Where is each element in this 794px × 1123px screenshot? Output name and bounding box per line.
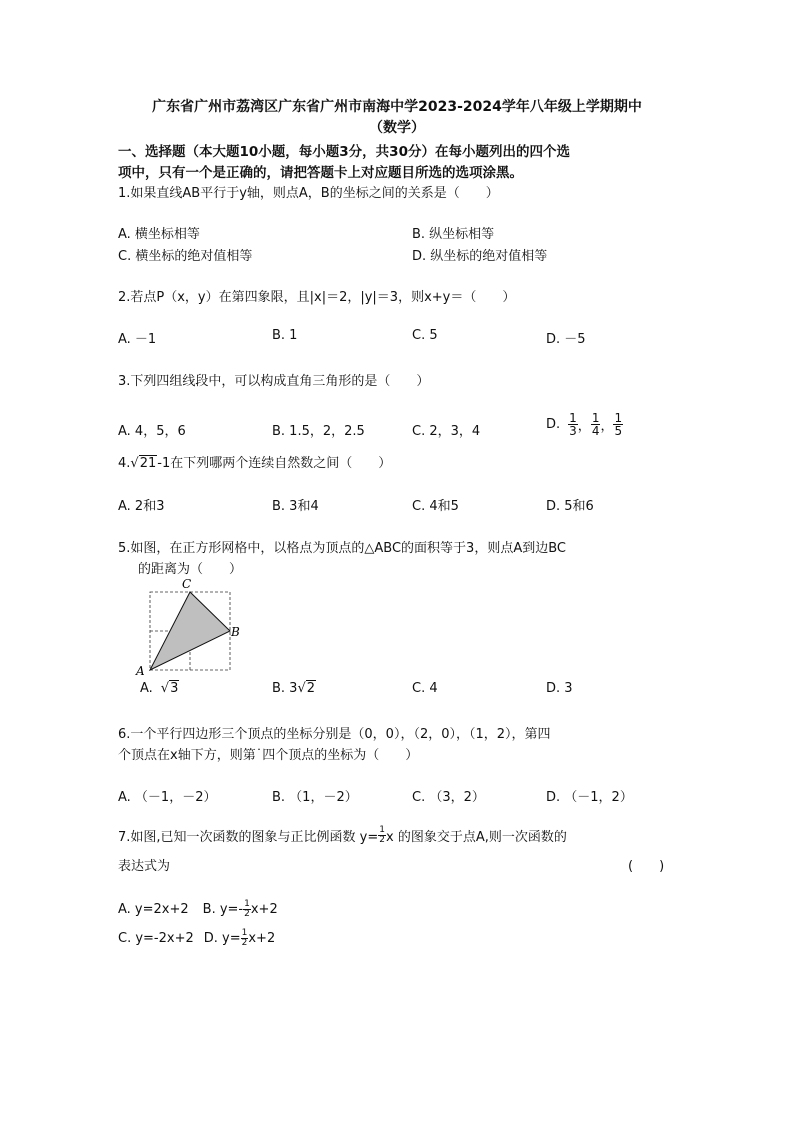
q7-options-cd: [118, 929, 275, 948]
q3-option-d: [546, 412, 623, 437]
fraction-one-third: [568, 412, 578, 437]
q5-stem-line2: 的距离为（ ）: [138, 562, 243, 577]
sqrt-3: [161, 681, 180, 696]
fraction-numerator: 1: [379, 825, 385, 835]
radical-sign-icon: √: [297, 681, 306, 696]
q6-option-c: C. （3，2）: [412, 790, 485, 805]
q2-option-d: D. －5: [546, 332, 586, 347]
fraction-numerator: 1: [244, 899, 250, 909]
q2-option-c: C. 5: [412, 328, 438, 343]
section-heading-line2: 项中，只有一个是正确的，请把答题卡上对应题目所选的选项涂黑。: [118, 165, 523, 181]
q7-stem-pre: 7.如图,已知一次函数的图象与正比例函数 y=: [118, 830, 379, 845]
q7-stem-line2: 表达式为: [118, 859, 171, 874]
q7-option-c: C. y=-2x+2: [118, 931, 194, 946]
fraction-one-half: [378, 826, 386, 845]
fraction-numerator: 1: [569, 411, 577, 425]
q7-option-b-post: x+2: [250, 902, 278, 917]
q5-stem-line1: 5.如图，在正方形网格中，以格点为顶点的△ABC的面积等于3，则点A到边BC: [118, 541, 566, 556]
q3-option-c: C. 2，3，4: [412, 424, 481, 439]
fraction-denominator: 2: [244, 909, 250, 919]
q3-stem: 3.下列四组线段中，可以构成直角三角形的是（ ）: [118, 374, 430, 389]
q5-option-a-label: A.: [140, 681, 153, 696]
sqrt-2: [297, 681, 316, 696]
q3-option-d-label: D.: [546, 417, 561, 432]
fraction-numerator: 1: [591, 411, 600, 425]
q1-option-c: C. 横坐标的绝对值相等: [118, 249, 253, 264]
vertex-label-a: A: [136, 664, 145, 678]
q3-option-a: A. 4，5，6: [118, 424, 186, 439]
fraction-numerator: 1: [614, 411, 623, 425]
radicand: 21: [139, 456, 157, 471]
q2-option-a: A. －1: [118, 332, 157, 347]
q6-option-b: B. （1，－2）: [272, 790, 358, 805]
q7-option-d-post: x+2: [248, 931, 276, 946]
q4-stem-rest: -1在下列哪两个连续自然数之间（ ）: [157, 456, 392, 471]
q2-option-b: B. 1: [272, 328, 298, 343]
q2-stem: 2.若点P（x，y）在第四象限，且|x|＝2，|y|＝3，则x+y＝（ ）: [118, 290, 516, 305]
radicand: 3: [170, 681, 179, 696]
fraction-denominator: 2: [379, 835, 385, 845]
q7-stem-line1: [118, 826, 567, 845]
q1-option-b: B. 纵坐标相等: [412, 227, 495, 242]
fraction-one-half: [241, 929, 249, 948]
section-heading-line1: 一、选择题（本大题10小题，每小题3分，共30分）在每小题列出的四个选: [118, 144, 570, 160]
fraction-one-fifth: [613, 412, 623, 437]
q4-option-b: B. 3和4: [272, 499, 319, 514]
q4-option-a: A. 2和3: [118, 499, 165, 514]
q5-option-d: D. 3: [546, 681, 573, 696]
sqrt-21: [130, 456, 157, 471]
q5-option-a: [140, 681, 179, 696]
radical-sign-icon: √: [160, 681, 170, 696]
q1-option-d: D. 纵坐标的绝对值相等: [412, 249, 548, 264]
q7-option-b-pre: B. y=-: [202, 902, 244, 917]
q4-number: 4.: [118, 456, 131, 471]
fraction-denominator: 5: [614, 424, 623, 438]
q4-option-c: C. 4和5: [412, 499, 459, 514]
triangle-grid-figure: [130, 574, 250, 678]
q4-option-d: D. 5和6: [546, 499, 594, 514]
q4-stem: [118, 452, 391, 471]
exam-title: 广东省广州市荔湾区广东省广州市南海中学2023-2024学年八年级上学期期中: [152, 99, 642, 115]
q7-option-a: A. y=2x+2: [118, 902, 189, 917]
fraction-one-half: [243, 900, 251, 919]
q7-answer-blank: ( ): [628, 859, 665, 874]
q6-option-d: D. （－1，2）: [546, 790, 633, 805]
fraction-denominator: 2: [241, 938, 248, 948]
fraction-numerator: 1: [241, 928, 248, 938]
q5-option-b-label: B. 3: [272, 681, 298, 696]
radical-sign-icon: √: [130, 456, 139, 471]
q6-option-a: A. （－1，－2）: [118, 790, 217, 805]
vertex-label-b: B: [231, 625, 240, 639]
q7-stem-post: x 的图象交于点A,则一次函数的: [386, 830, 567, 845]
q7-options-ab: [118, 900, 278, 919]
separator: ，: [577, 419, 591, 434]
q1-stem: 1.如果直线AB平行于y轴，则点A，B的坐标之间的关系是（ ）: [118, 186, 499, 201]
vertex-label-c: C: [182, 577, 192, 591]
q6-stem-line1: 6.一个平行四边形三个顶点的坐标分别是（0，0），（2，0），（1，2），第四: [118, 727, 551, 742]
q3-option-b: B. 1.5，2，2.5: [272, 424, 365, 439]
exam-subject: （数学）: [369, 120, 425, 136]
q6-stem-line2: 个顶点在x轴下方，则第˙四个顶点的坐标为（ ）: [118, 748, 419, 763]
q7-option-d-pre: D. y=: [203, 931, 241, 946]
q5-option-b: [272, 681, 316, 696]
fraction-one-quarter: [591, 412, 601, 437]
radicand: 2: [306, 681, 316, 696]
fraction-denominator: 4: [591, 424, 600, 438]
separator: ，: [600, 419, 614, 434]
q5-option-c: C. 4: [412, 681, 438, 696]
fraction-denominator: 3: [569, 424, 577, 438]
q1-option-a: A. 横坐标相等: [118, 227, 200, 242]
